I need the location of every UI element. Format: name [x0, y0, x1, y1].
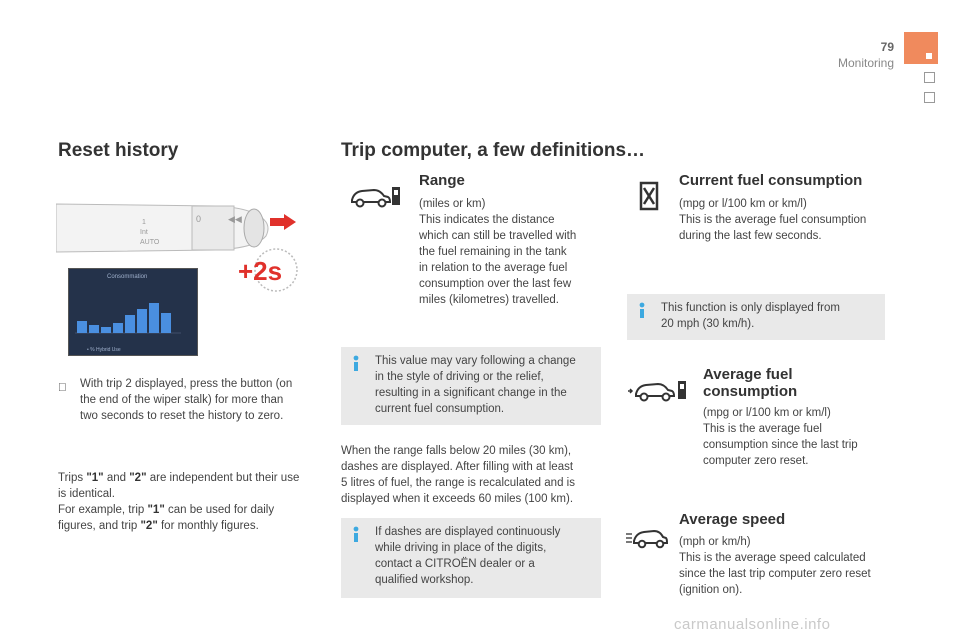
range-heading: Range [419, 172, 465, 189]
page-number: 79 [880, 40, 894, 54]
trips-paragraph: Trips "1" and "2" are independent but their use is identical. For example, trip "1" can be used for daily figures, and trip "2" for monthly figures. [58, 472, 300, 532]
fuel-pump-icon [638, 180, 662, 212]
red-arrow-icon [270, 214, 296, 230]
average-speed-heading: Average speed [679, 511, 786, 528]
average-fuel-description: (mpg or l/100 km or km/l) This is the average fuel consumption since the last trip computer zero reset. [703, 407, 858, 467]
section-title: Monitoring [837, 56, 894, 70]
screen-caption: • % Hybrid Use [87, 347, 121, 353]
two-second-badge [236, 246, 304, 294]
svg-text:0: 0 [196, 214, 202, 224]
info-note-range-variation: This value may vary following a change in the style of driving or the relief, resulting in a significant change in the current fuel consumption. [341, 347, 601, 425]
average-fuel-heading: Average fuel consumption [703, 366, 798, 400]
range-icon [348, 184, 404, 210]
info-icon [349, 355, 363, 371]
average-speed-icon [626, 526, 668, 550]
range-dashes-paragraph: When the range falls below 20 miles (30 km), dashes are displayed. After filling with at least 5 litres of fuel, the range is recalculated and is displayed when it exceeds 60 miles (100 km). [341, 445, 575, 505]
svg-text:Int: Int [140, 229, 148, 236]
reset-history-title: Reset history [58, 140, 179, 161]
average-fuel-icon [628, 378, 690, 404]
current-fuel-description: (mpg or l/100 km or km/l) This is the average fuel consumption during the last few seconds. [679, 198, 867, 242]
svg-text:1: 1 [142, 219, 146, 226]
chapter-tab[interactable] [904, 32, 938, 64]
chapter-tab-empty[interactable] [924, 72, 935, 83]
watermark: carmanualsonline.info [674, 616, 831, 633]
info-icon [635, 302, 649, 318]
range-description: (miles or km) This indicates the distance which can still be travelled with the fuel remaining in the tank in relation to the average fuel consumption over the last few miles (kilometres) travelled. [419, 198, 577, 306]
svg-text:AUTO: AUTO [140, 239, 160, 246]
average-speed-description: (mph or km/h) This is the average speed calculated since the last trip computer zero reset (ignition on). [679, 536, 871, 596]
bullet-icon [58, 380, 68, 396]
info-icon [349, 526, 363, 542]
badge-text: +2s [238, 256, 283, 286]
info-note-dashes-continuous: If dashes are displayed continuously while driving in place of the digits, contact a CITROËN dealer or a qualified workshop. [341, 518, 601, 598]
trip-computer-title: Trip computer, a few definitions… [341, 140, 646, 161]
svg-text:◀◀: ◀◀ [228, 214, 242, 224]
info-note-display-speed: This function is only displayed from 20 mph (30 km/h). [627, 294, 885, 340]
screen-title: Consommation [107, 274, 148, 280]
reset-instruction: With trip 2 displayed, press the button (on the end of the wiper stalk) for more than two seconds to reset the history to zero. [80, 378, 293, 422]
consumption-screen [68, 268, 198, 356]
chapter-tab-empty[interactable] [924, 92, 935, 103]
current-fuel-heading: Current fuel consumption [679, 172, 863, 189]
